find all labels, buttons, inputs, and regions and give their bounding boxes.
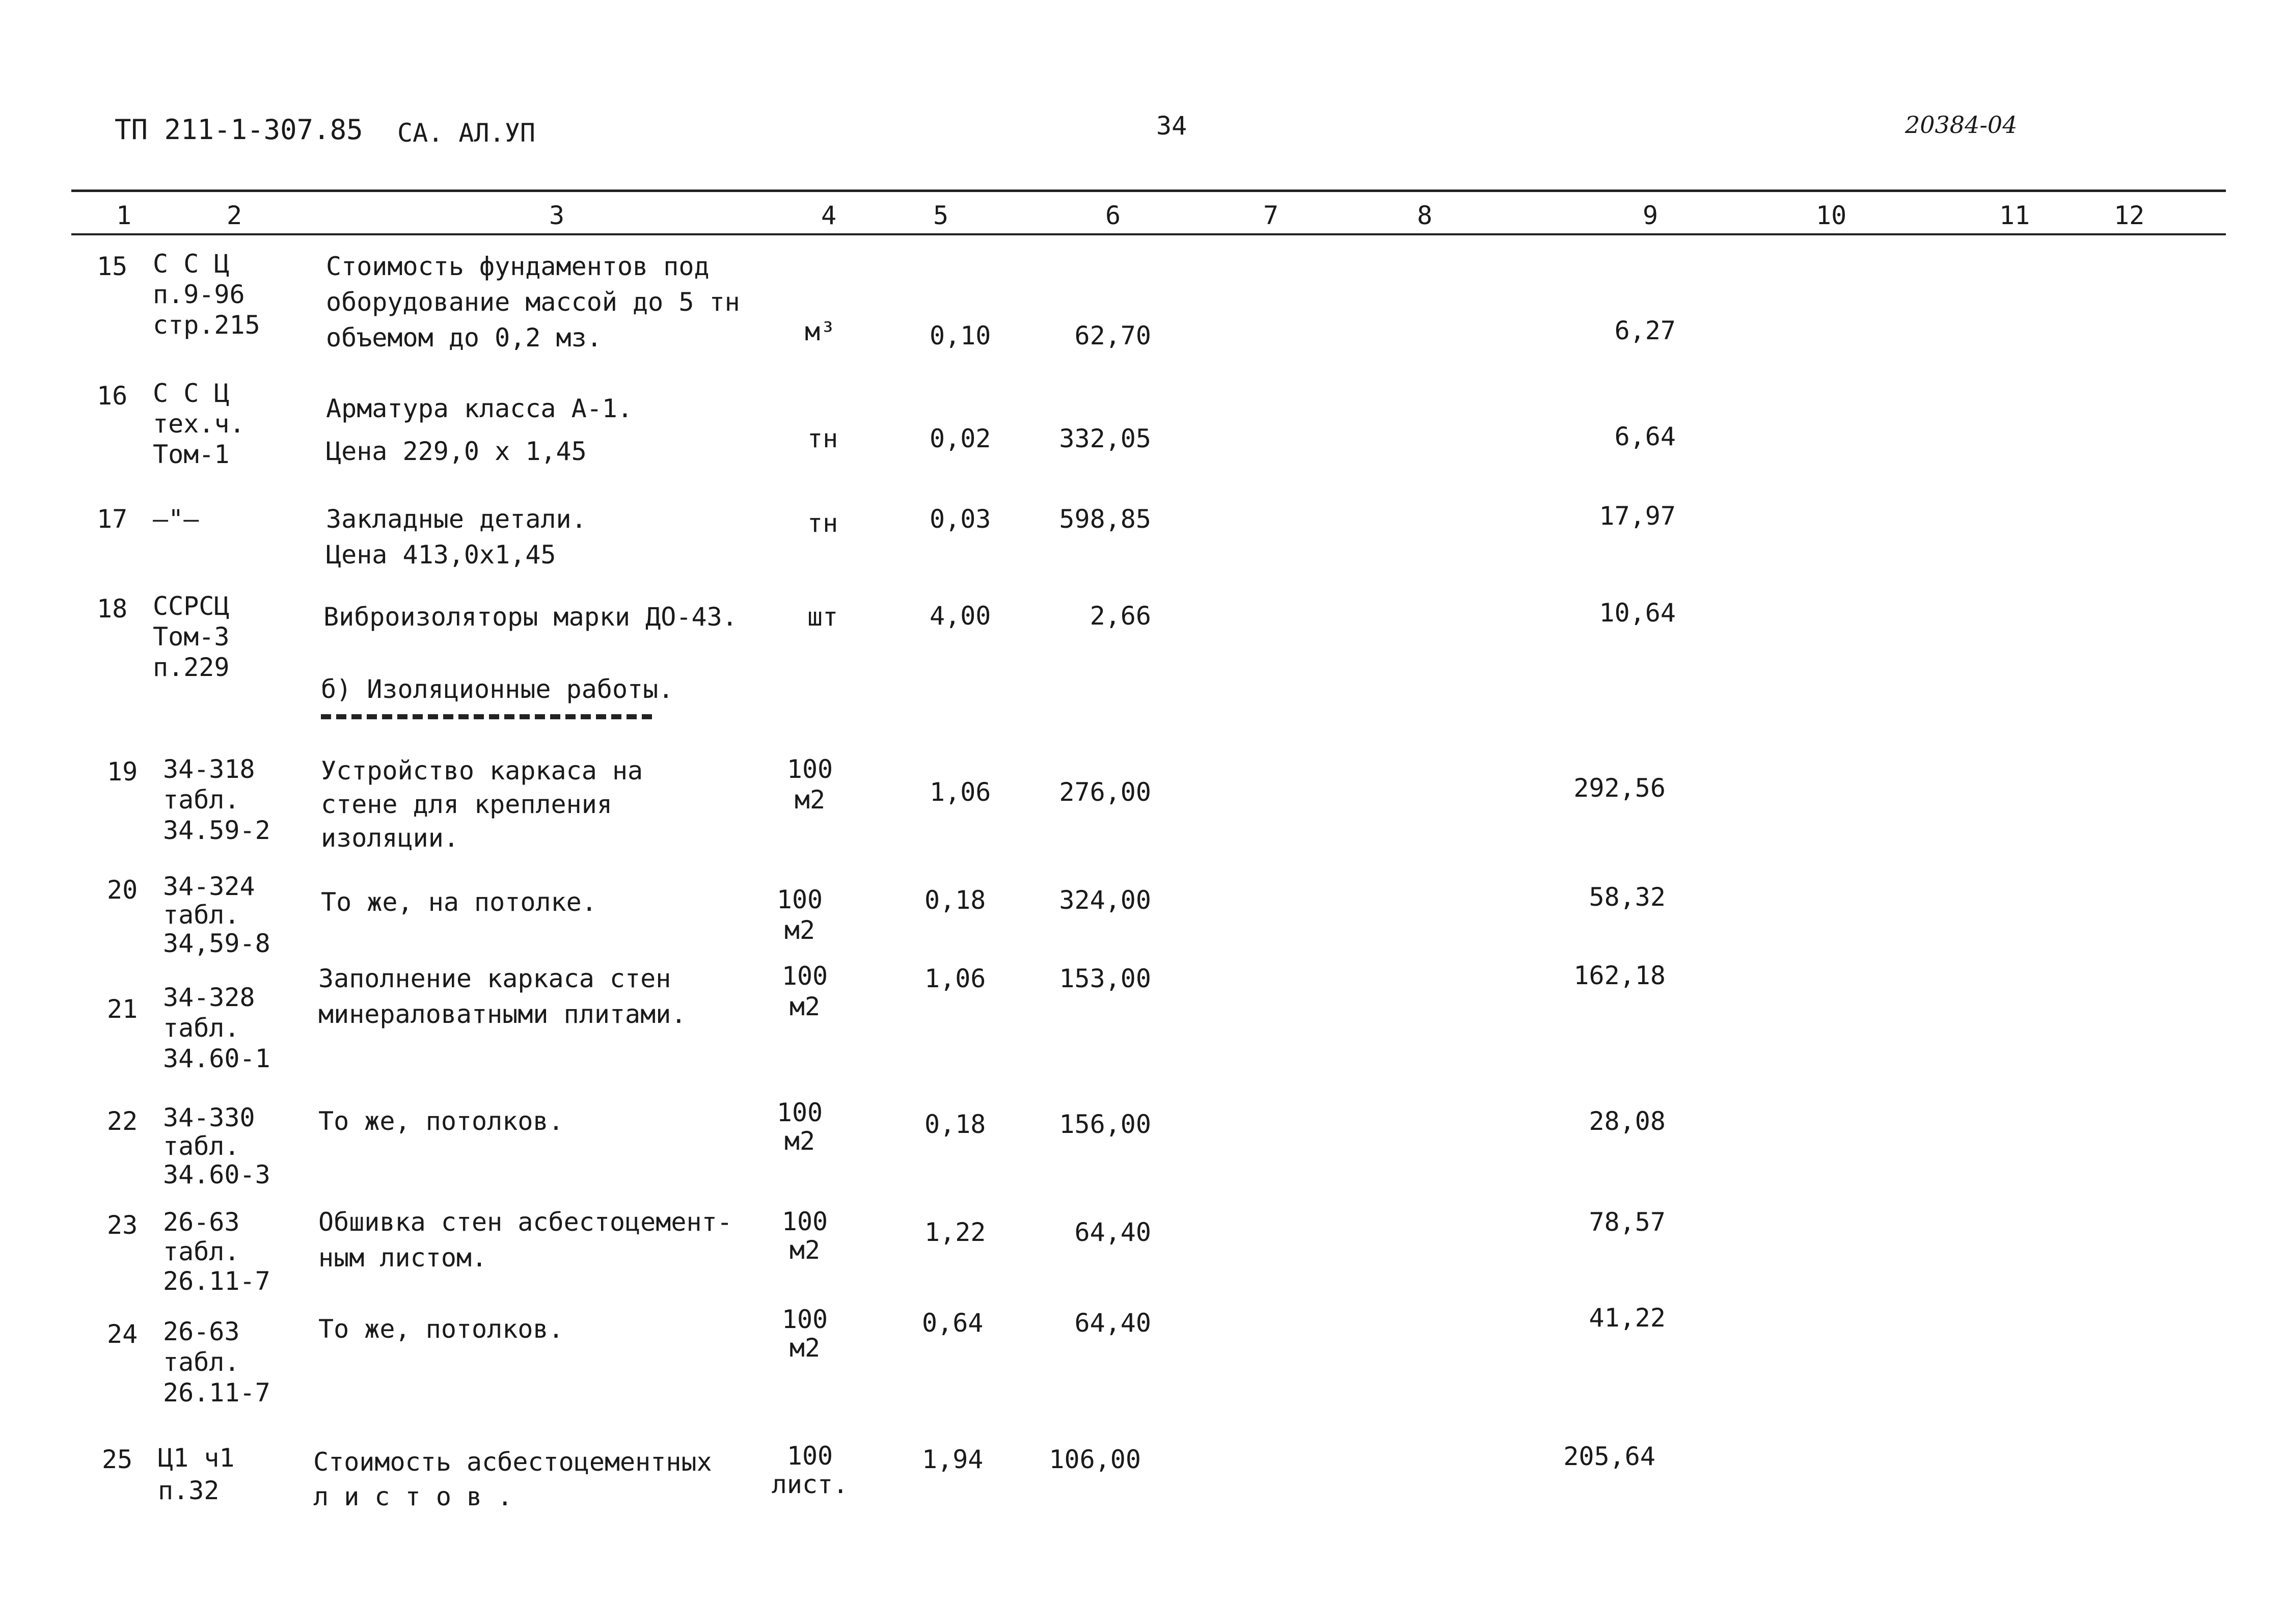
- row-code: ССРСЦ Том-3 п.229: [153, 591, 230, 682]
- column-header: 1: [116, 201, 132, 230]
- document-code: ТП 211-1-307.85: [115, 114, 363, 146]
- row-total: 58,32: [1589, 882, 1666, 912]
- row-description: Заполнение каркаса стен минераловатными плитами.: [318, 964, 687, 1029]
- row-total: 10,64: [1599, 598, 1676, 628]
- row-number: 21: [107, 994, 138, 1024]
- row-total: 162,18: [1573, 961, 1666, 990]
- row-number: 25: [102, 1445, 133, 1474]
- row-code: 26-63 табл. 26.11-7: [163, 1317, 270, 1408]
- table-header-rule: [71, 233, 2226, 235]
- row-description: Закладные детали. Цена 413,0х1,45: [326, 504, 587, 570]
- row-number: 17: [97, 504, 128, 534]
- row-total: 78,57: [1589, 1207, 1666, 1237]
- column-header: 4: [821, 201, 837, 230]
- row-description: Стоимость фундаментов под оборудование массой до 5 тн объемом до 0,2 мз.: [326, 252, 740, 353]
- row-unit: тн: [807, 424, 838, 453]
- row-number: 24: [107, 1319, 138, 1349]
- row-unit: шт: [807, 602, 838, 632]
- row-unit-price: 324,00: [1059, 885, 1151, 915]
- row-description: Обшивка стен асбестоцемент- ным листом.: [318, 1207, 732, 1273]
- row-total: 6,27: [1614, 316, 1676, 345]
- row-code: 34-318 табл. 34.59-2: [163, 754, 270, 845]
- row-description: То же, потолков.: [318, 1106, 564, 1136]
- row-unit-price: 153,00: [1059, 964, 1151, 993]
- row-quantity: 0,10: [930, 321, 991, 350]
- row-quantity: 1,22: [924, 1217, 986, 1247]
- row-description: То же, потолков.: [318, 1314, 564, 1344]
- row-code: 26-63 табл. 26.11-7: [163, 1207, 270, 1296]
- column-header: 10: [1816, 201, 1847, 230]
- column-header: 9: [1643, 201, 1658, 230]
- row-unit-price: 64,40: [1074, 1217, 1151, 1247]
- row-number: 19: [107, 757, 138, 787]
- row-quantity: 0,64: [922, 1308, 984, 1338]
- row-unit-price: 62,70: [1074, 321, 1151, 350]
- row-total: 205,64: [1563, 1442, 1655, 1471]
- row-number: 23: [107, 1210, 138, 1240]
- row-quantity: 4,00: [930, 601, 991, 631]
- column-header: 2: [227, 201, 242, 230]
- row-code: 34-328 табл. 34.60-1: [163, 983, 270, 1073]
- row-code: —"—: [153, 504, 199, 534]
- section-code: СА. АЛ.УП: [397, 118, 535, 148]
- row-unit-price: 598,85: [1059, 504, 1151, 534]
- row-quantity: 1,06: [924, 964, 986, 993]
- row-code: С С Ц п.9-96 стр.215: [153, 249, 260, 340]
- row-quantity: 1,94: [922, 1445, 984, 1474]
- subsection-title: б) Изоляционные работы.: [321, 674, 674, 704]
- row-unit: 100 м2: [786, 754, 833, 815]
- column-header: 7: [1263, 201, 1279, 230]
- row-code: 34-324 табл. 34,59-8: [163, 872, 270, 958]
- row-description: То же, на потолке.: [321, 887, 597, 917]
- row-total: 28,08: [1589, 1106, 1666, 1136]
- row-unit-price: 332,05: [1059, 424, 1151, 453]
- column-header: 12: [2114, 201, 2145, 230]
- row-description: Устройство каркаса на стене для крепления изоляции.: [321, 756, 643, 853]
- row-quantity: 0,02: [930, 424, 991, 453]
- row-number: 16: [97, 381, 128, 411]
- row-description: Стоимость асбестоцементных л и с т о в .: [313, 1447, 712, 1511]
- row-unit: 100 м2: [781, 1207, 828, 1265]
- row-unit: м³: [805, 317, 836, 346]
- row-unit-price: 2,66: [1090, 601, 1151, 631]
- row-unit: 100 м2: [781, 961, 828, 1021]
- column-header: 5: [933, 201, 949, 230]
- row-description: Арматура класса А-1. Цена 229,0 х 1,45: [326, 394, 633, 466]
- column-header: 6: [1105, 201, 1121, 230]
- row-total: 17,97: [1599, 501, 1676, 531]
- row-total: 6,64: [1614, 422, 1676, 451]
- row-quantity: 0,03: [930, 504, 991, 534]
- row-code: С С Ц тех.ч. Том-1: [153, 378, 245, 469]
- row-unit: тн: [807, 508, 838, 538]
- row-number: 22: [107, 1106, 138, 1136]
- row-unit: 100 лист.: [771, 1441, 849, 1499]
- column-header: 3: [549, 201, 565, 230]
- subsection-underline: [321, 714, 652, 719]
- row-total: 292,56: [1573, 773, 1666, 803]
- row-unit-price: 276,00: [1059, 777, 1151, 807]
- row-description: Виброизоляторы марки ДО-43.: [323, 602, 738, 632]
- row-code: Ц1 ч1 п.32: [158, 1443, 235, 1505]
- row-quantity: 1,06: [930, 777, 991, 807]
- table-top-rule: [71, 190, 2226, 192]
- row-total: 41,22: [1589, 1303, 1666, 1333]
- row-unit: 100 м2: [781, 1305, 828, 1363]
- row-unit-price: 64,40: [1074, 1308, 1151, 1338]
- archive-number: 20384-04: [1905, 111, 2018, 139]
- column-header: 11: [1999, 201, 2030, 230]
- row-code: 34-330 табл. 34.60-3: [163, 1103, 270, 1189]
- row-number: 15: [97, 252, 128, 281]
- row-quantity: 0,18: [924, 885, 986, 915]
- row-unit: 100 м2: [776, 1098, 823, 1156]
- row-unit: 100 м2: [776, 885, 823, 945]
- row-quantity: 0,18: [924, 1109, 986, 1139]
- row-unit-price: 156,00: [1059, 1109, 1151, 1139]
- page-number: 34: [1156, 111, 1187, 141]
- row-number: 18: [97, 594, 128, 624]
- row-number: 20: [107, 875, 138, 905]
- row-unit-price: 106,00: [1049, 1445, 1141, 1474]
- column-header: 8: [1417, 201, 1433, 230]
